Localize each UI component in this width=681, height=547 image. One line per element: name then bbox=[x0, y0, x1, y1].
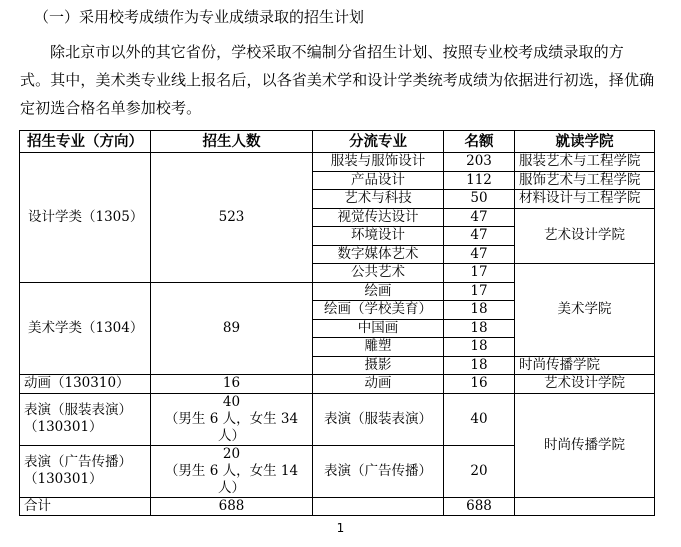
count-animation: 16 bbox=[151, 375, 313, 394]
quota: 17 bbox=[444, 282, 515, 301]
college: 材料设计与工程学院 bbox=[515, 190, 655, 209]
quota: 18 bbox=[444, 338, 515, 357]
sub-major: 雕塑 bbox=[313, 338, 444, 357]
quota: 50 bbox=[444, 190, 515, 209]
header-major: 招生专业（方向） bbox=[20, 131, 151, 153]
paragraph-line-1: 除北京市以外的其它省份，学校采取不编制分省招生计划、按照专业校考成绩录取的方 bbox=[50, 43, 624, 61]
major-perf-fashion bbox=[20, 393, 151, 445]
count-line-1: 40 bbox=[222, 393, 241, 410]
quota: 18 bbox=[444, 319, 515, 338]
major-line-2: （130301） bbox=[24, 419, 103, 435]
quota: 47 bbox=[444, 208, 515, 227]
college-art-design: 艺术设计学院 bbox=[515, 208, 655, 264]
major-line-1: 表演（服装表演） bbox=[24, 402, 132, 418]
college: 服饰艺术与工程学院 bbox=[515, 171, 655, 190]
header-count: 招生人数 bbox=[151, 131, 313, 153]
sub-major: 表演（服装表演） bbox=[313, 393, 444, 445]
sub-major: 动画 bbox=[313, 375, 444, 394]
major-line-1: 表演（广告传播） bbox=[24, 454, 132, 470]
sub-major: 视觉传达设计 bbox=[313, 208, 444, 227]
page-number: 1 bbox=[336, 521, 345, 535]
sub-major: 中国画 bbox=[313, 319, 444, 338]
count-perf-fashion bbox=[151, 393, 313, 445]
total-row bbox=[20, 497, 655, 516]
college: 时尚传播学院 bbox=[515, 356, 655, 375]
count-line-2: （男生 6 人，女生 34 人） bbox=[164, 410, 299, 444]
college: 艺术设计学院 bbox=[515, 375, 655, 394]
section-heading: （一）采用校考成绩作为专业成绩录取的招生计划 bbox=[34, 8, 365, 26]
count-design: 523 bbox=[151, 153, 313, 283]
table-row bbox=[20, 375, 655, 394]
college: 服装艺术与工程学院 bbox=[515, 153, 655, 172]
sub-major: 数字媒体艺术 bbox=[313, 245, 444, 264]
quota: 18 bbox=[444, 301, 515, 320]
major-animation: 动画（130310） bbox=[20, 375, 151, 394]
quota: 47 bbox=[444, 227, 515, 246]
quota: 20 bbox=[444, 445, 515, 497]
quota: 112 bbox=[444, 171, 515, 190]
total-count: 688 bbox=[151, 497, 313, 516]
quota: 47 bbox=[444, 245, 515, 264]
header-sub-major: 分流专业 bbox=[313, 131, 444, 153]
total-empty bbox=[313, 497, 444, 516]
sub-major: 产品设计 bbox=[313, 171, 444, 190]
sub-major: 公共艺术 bbox=[313, 264, 444, 283]
count-fine-arts: 89 bbox=[151, 282, 313, 375]
quota: 40 bbox=[444, 393, 515, 445]
quota: 203 bbox=[444, 153, 515, 172]
header-quota: 名额 bbox=[444, 131, 515, 153]
intro-paragraph bbox=[20, 38, 660, 122]
sub-major: 绘画 bbox=[313, 282, 444, 301]
college-fine-arts: 美术学院 bbox=[515, 264, 655, 357]
total-empty bbox=[515, 497, 655, 516]
table-row bbox=[20, 153, 655, 172]
college-fashion-comm: 时尚传播学院 bbox=[515, 393, 655, 497]
major-perf-ad bbox=[20, 445, 151, 497]
table-row bbox=[20, 393, 655, 445]
count-perf-ad bbox=[151, 445, 313, 497]
sub-major: 环境设计 bbox=[313, 227, 444, 246]
major-line-2: （130301） bbox=[24, 471, 103, 487]
sub-major: 服装与服饰设计 bbox=[313, 153, 444, 172]
sub-major: 绘画（学校美育） bbox=[313, 301, 444, 320]
major-design: 设计学类（1305） bbox=[20, 153, 151, 283]
paragraph-rest: 式。其中，美术类专业线上报名后，以各省美术学和设计学类统考成绩为依据进行初选，择优确定初选合格名单参加校考。 bbox=[20, 71, 655, 117]
total-quota: 688 bbox=[444, 497, 515, 516]
quota: 17 bbox=[444, 264, 515, 283]
table-header-row bbox=[20, 131, 655, 153]
header-college: 就读学院 bbox=[515, 131, 655, 153]
sub-major: 表演（广告传播） bbox=[313, 445, 444, 497]
enrollment-plan-table bbox=[19, 130, 655, 516]
major-fine-arts: 美术学类（1304） bbox=[20, 282, 151, 375]
quota: 18 bbox=[444, 356, 515, 375]
sub-major: 摄影 bbox=[313, 356, 444, 375]
count-line-2: （男生 6 人，女生 14 人） bbox=[164, 462, 299, 496]
quota: 16 bbox=[444, 375, 515, 394]
count-line-1: 20 bbox=[222, 445, 241, 462]
total-label: 合计 bbox=[20, 497, 151, 516]
sub-major: 艺术与科技 bbox=[313, 190, 444, 209]
